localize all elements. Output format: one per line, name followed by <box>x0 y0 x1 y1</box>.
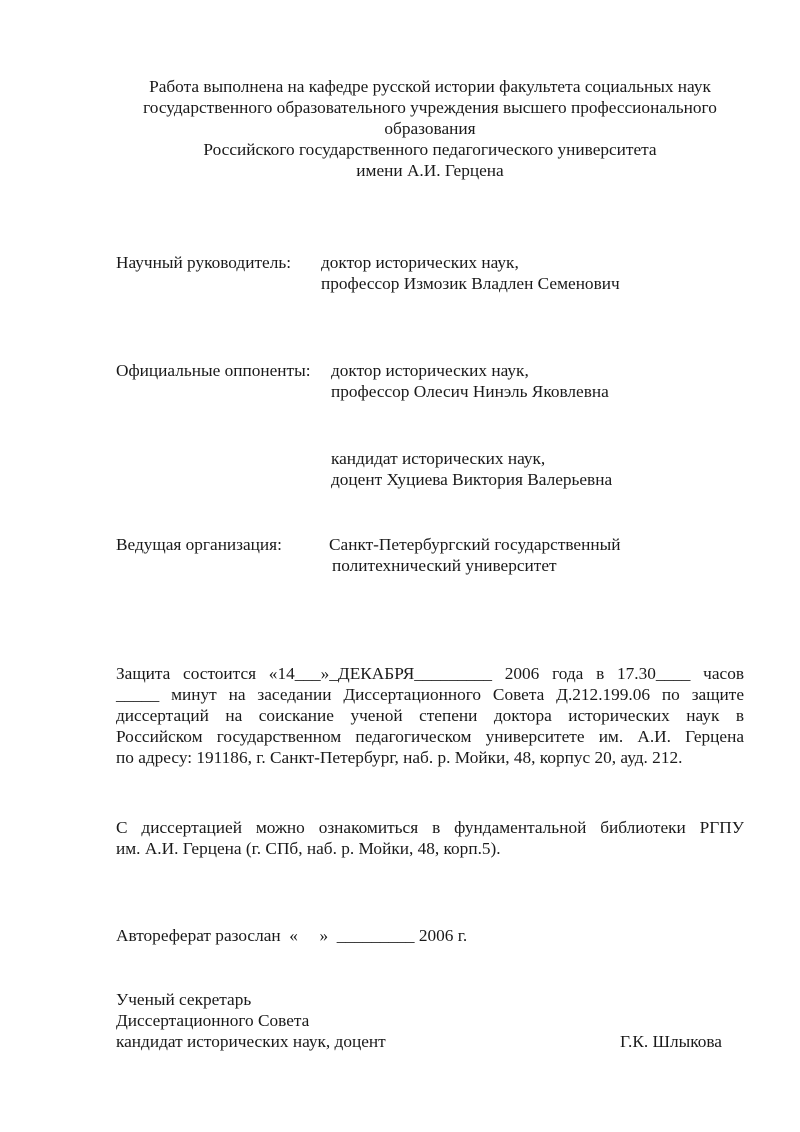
defense-line: диссертаций на соискание ученой степени доктора исторических наук в <box>116 706 744 725</box>
opponents-label: Официальные оппоненты: <box>116 361 311 380</box>
defense-line: Защита состоится «14___»_ДЕКАБРЯ_________ 2006 года в 17.30____ часов <box>116 664 744 683</box>
supervisor-label: Научный руководитель: <box>116 253 291 272</box>
secretary-council: Диссертационного Совета <box>116 1011 310 1030</box>
secretary-degree: кандидат исторических наук, доцент <box>116 1032 386 1051</box>
mailing-date-line: Автореферат разослан « » _________ 2006 г. <box>116 926 468 945</box>
leading-org-line-2: политехнический университет <box>332 556 557 575</box>
opponent-1-degree: доктор исторических наук, <box>331 361 529 380</box>
supervisor-name: профессор Измозик Владлен Семенович <box>321 274 620 293</box>
header-line: образования <box>384 119 476 138</box>
library-line: им. А.И. Герцена (г. СПб, наб. р. Мойки, 48, корп.5). <box>116 839 501 858</box>
opponent-2-degree: кандидат исторических наук, <box>331 449 546 468</box>
secretary-title: Ученый секретарь <box>116 990 252 1009</box>
header-line: Работа выполнена на кафедре русской истории факультета социальных наук <box>149 77 711 96</box>
document-header <box>100 76 760 181</box>
library-paragraph <box>116 817 744 859</box>
leading-org-label: Ведущая организация: <box>116 535 282 554</box>
defense-paragraph <box>116 663 744 768</box>
opponent-2-name: доцент Хуциева Виктория Валерьевна <box>331 470 613 489</box>
header-line: государственного образовательного учреждения высшего профессионального <box>143 98 717 117</box>
header-line: Российского государственного педагогического университета <box>203 140 657 159</box>
secretary-name: Г.К. Шлыкова <box>620 1032 722 1051</box>
leading-org-line-1: Санкт-Петербургский государственный <box>329 535 621 554</box>
defense-line: _____ минут на заседании Диссертационного Совета Д.212.199.06 по защите <box>116 685 744 704</box>
supervisor-degree: доктор исторических наук, <box>321 253 519 272</box>
library-line: С диссертацией можно ознакомиться в фундаментальной библиотеки РГПУ <box>116 818 744 837</box>
defense-line: по адресу: 191186, г. Санкт-Петербург, наб. р. Мойки, 48, корпус 20, ауд. 212. <box>116 748 683 767</box>
header-line: имени А.И. Герцена <box>356 161 504 180</box>
opponent-1-name: профессор Олесич Нинэль Яковлевна <box>331 382 609 401</box>
defense-line: Российском государственном педагогическом университете им. А.И. Герцена <box>116 727 744 746</box>
